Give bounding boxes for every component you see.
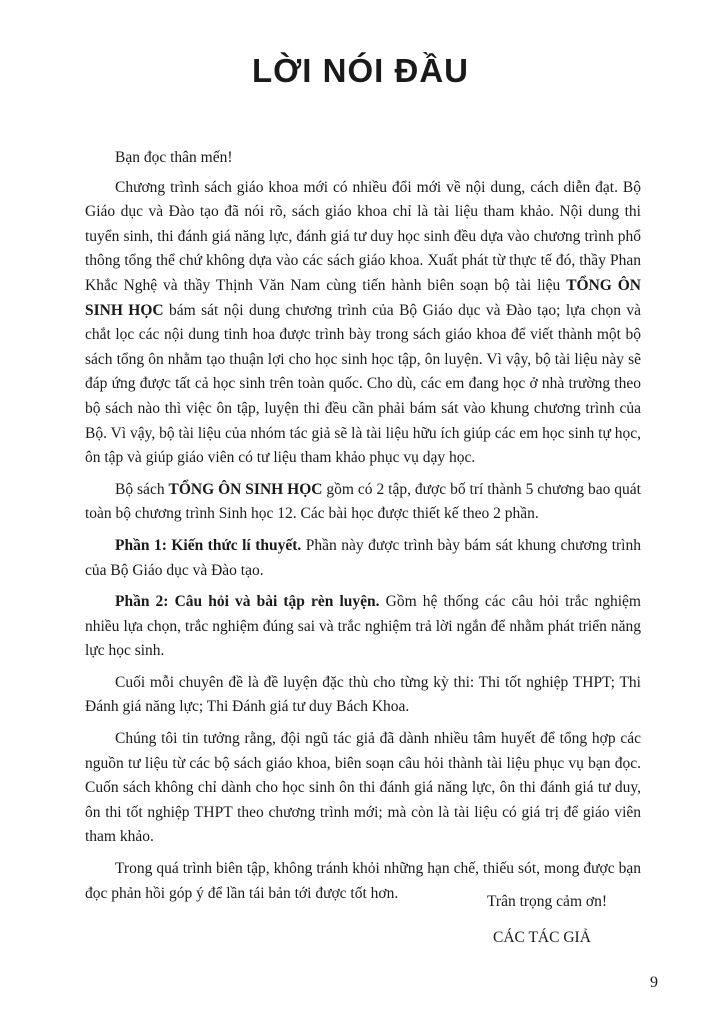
- intro-text-rest: bám sát nội dung chương trình của Bộ Giáo dục và Đào tạo; lựa chọn và chắt lọc các nội dung tinh hoa được trình bày trong sách giáo khoa để viết thành một bộ sách tổng ôn nhằm tạo thuận lợi cho học sinh học tập, ôn luyện. Vì vậy, bộ tài liệu này sẽ đáp ứng được tất cả học sinh trên toàn quốc. Cho dù, các em đang học ở nhà trường theo bộ sách nào thì việc ôn tập, luyện thi đều cần phải bám sát vào khung chương trình của Bộ. Vì vậy, bộ tài liệu của nhóm tác giả sẽ là tài liệu hữu ích giúp các em học sinh tự học, ôn tập và giúp giáo viên có tư liệu tham khảo phục vụ dạy học.: [85, 301, 641, 467]
- paragraph-feedback: Trong quá trình biên tập, không tránh khỏi những hạn chế, thiếu sót, mong được bạn đọc phản hồi góp ý để lần tái bản tới được tốt hơn.: [85, 860, 641, 902]
- part-2-heading: Phần 2: Câu hỏi và bài tập rèn luyện.: [115, 593, 380, 611]
- paragraph-structure: [85, 478, 641, 527]
- closing-thanks: Trân trọng cảm ơn!: [487, 893, 607, 910]
- part-1-text: Phần này được trình bày bám sát khung chương trình của Bộ Giáo dục và Đào tạo.: [85, 536, 641, 579]
- paragraph-part-2: [85, 590, 641, 664]
- book-title: TỔNG ÔN SINH HỌC: [85, 276, 641, 319]
- preface-body: [85, 146, 641, 913]
- structure-start: Bộ sách: [115, 480, 169, 498]
- paragraph-intro: [85, 176, 641, 471]
- page-title: LỜI NÓI ĐẦU: [252, 52, 469, 89]
- paragraph-exams: Cuối mỗi chuyên đề là đề luyện đặc thù cho từng kỳ thi: Thi tốt nghiệp THPT; Thi Đánh giá năng lực; Thi Đánh giá tư duy Bách Khoa.: [85, 673, 641, 716]
- part-1-heading: Phần 1: Kiến thức lí thuyết.: [115, 536, 302, 554]
- intro-text: Chương trình sách giáo khoa mới có nhiều đổi mới về nội dung, cách diễn đạt. Bộ Giáo dục và Đào tạo đã nói rõ, sách giáo khoa chỉ là tài liệu tham khảo. Nội dung thi tuyển sinh, thi đánh giá năng lực, đánh giá tư duy học sinh đều dựa vào chương trình phổ thông tổng thể chứ không dựa vào các sách giáo khoa. Xuất phát từ thực tế đó, thầy Phan Khắc Nghệ và thầy Thịnh Văn Nam cùng tiến hành biên soạn bộ tài liệu: [85, 178, 641, 294]
- structure-rest: gồm có 2 tập, được bố trí thành 5 chương bao quát toàn bộ chương trình Sinh học 12. Các bài học được thiết kế theo 2 phần.: [85, 480, 641, 523]
- greeting: Bạn đọc thân mến!: [115, 149, 233, 166]
- paragraph-part-1: [85, 534, 641, 583]
- part-2-text: Gồm hệ thống các câu hỏi trắc nghiệm nhiều lựa chọn, trắc nghiệm đúng sai và trắc nghiệm trả lời ngắn để nhằm phát triển năng lực học sinh.: [85, 593, 641, 660]
- book-title-2: TỔNG ÔN SINH HỌC: [168, 480, 323, 498]
- page-number: 9: [650, 974, 658, 991]
- paragraph-authors-intent: Chúng tôi tin tưởng rằng, đội ngũ tác giả đã dành nhiều tâm huyết để tổng hợp các nguồn tư liệu từ các bộ sách giáo khoa, biên soạn câu hỏi thành tài liệu phục vụ bạn đọc. Cuốn sách không chỉ dành cho học sinh ôn thi đánh giá năng lực, ôn thi đánh giá tư duy, ôn thi tốt nghiệp THPT theo chương trình mới; mà còn là tài liệu có giá trị để giáo viên tham khảo.: [85, 730, 641, 846]
- closing-authors: CÁC TÁC GIẢ: [493, 929, 591, 946]
